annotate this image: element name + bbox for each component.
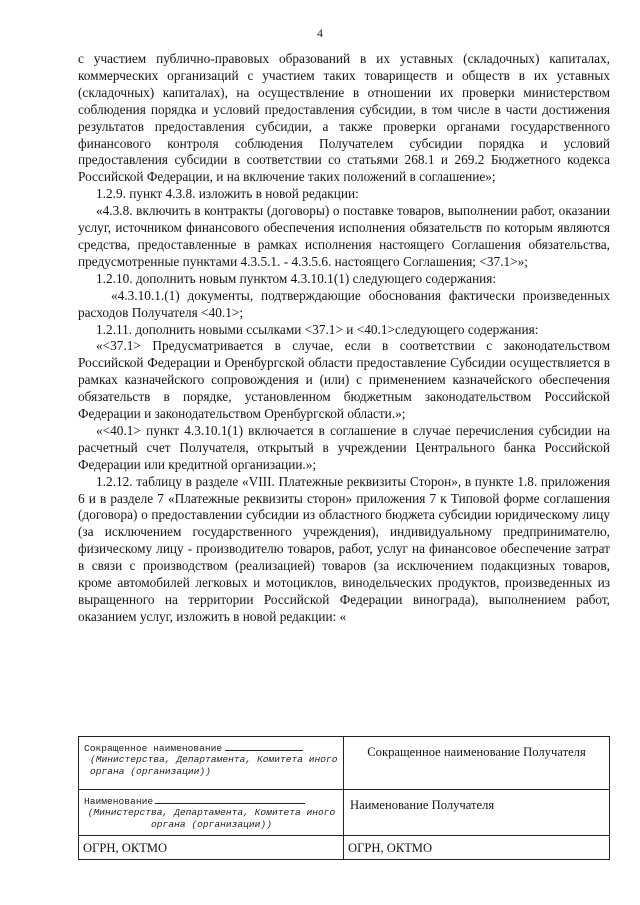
table-cell-ministry-ogrn	[79, 836, 344, 860]
payment-details-table	[78, 736, 610, 860]
paragraph-1-2-12: 1.2.12. таблицу в разделе «VIII. Платежные реквизиты Сторон», в пункте 1.8. приложения 6 и в разделе 7 «Платежные реквизиты сторон» приложения 7 к Типовой форме соглашения (договора) о предоставлении субсидии из областного бюджета субсидии юридическому лицу (за исключением государственного учреждения), индивидуальному предпринимателю, физическому лицу - производителю товаров, работ, услуг на финансовое обеспечение затрат в связи с производством (реализацией) товаров (за исключением подакцизных товаров, кроме автомобилей легковых и мотоциклов, винодельческих продуктов, произведенных из выращенного на территории Российской Федерации винограда), выполнением работ, оказанием услуг, изложить в новой редакции: «	[78, 473, 610, 624]
paragraph-4-3-10-1-quote: «4.3.10.1.(1) документы, подтверждающие обоснования фактически произведенных расходов Получателя <40.1>;	[78, 287, 610, 320]
page-number: 4	[317, 26, 323, 40]
paragraph-continuation: с участием публично-правовых образований в их уставных (складочных) капиталах, коммерческих организаций с участием таких товариществ и обществ в их уставных (складочных) капиталах), на осуществление в отношении их проверки министерством соблюдения порядка и условий предоставления субсидии, в том числе в части достижения результатов предоставления субсидии, а также проверки органами государственного финансового контроля соблюдения Получателем субсидии порядка и условий предоставления субсидии в соответствии со статьями 268.1 и 269.2 Бюджетного кодекса Российской Федерации, и на включение таких положений в соглашение»;	[78, 51, 610, 185]
document-body	[78, 51, 610, 626]
paragraph-1-2-10: 1.2.10. дополнить новым пунктом 4.3.10.1(1) следующего содержания:	[96, 270, 497, 286]
table-cell-ministry-name	[79, 790, 344, 836]
table-cell-recipient-name	[344, 790, 610, 836]
ministry-name-label: Наименование	[84, 796, 154, 807]
table-cell-recipient-short-name	[344, 737, 610, 790]
fill-line	[155, 803, 305, 804]
fill-line	[225, 750, 303, 751]
recipient-short-name: Сокращенное наименование Получателя	[367, 745, 586, 759]
table-cell-ministry-short-name	[79, 737, 344, 790]
paragraph-1-2-11: 1.2.11. дополнить новыми ссылками <37.1> и <40.1>следующего содержания:	[96, 321, 539, 337]
table-row	[79, 836, 610, 860]
paragraph-4-3-8-quote: «4.3.8. включить в контракты (договоры) о поставке товаров, выполнении работ, оказании услуг, источником финансового обеспечения исполнения обязательств по которым являются средства, предоставленные в рамках исполнения настоящего Соглашения обязательства, предусмотренные пунктами 4.3.5.1. - 4.3.5.6. настоящего Соглашения; <37.1>»;	[78, 203, 610, 269]
table-row	[79, 790, 610, 836]
ministry-short-name-label: Сокращенное наименование	[84, 743, 223, 754]
recipient-ogrn-oktmo: ОГРН, ОКТМО	[348, 841, 433, 855]
table-row	[79, 737, 610, 790]
footnote-40-1: «<40.1> пункт 4.3.10.1(1) включается в соглашение в случае перечисления субсидии на расчетный счет Получателя, открытый в учреждении Центрального банка Российской Федерации или кредитной организации.»;	[78, 422, 610, 472]
ministry-short-name-hint: (Министерства, Департамента, Комитета иного органа (организации))	[90, 754, 338, 777]
ministry-ogrn-oktmo: ОГРН, ОКТМО	[83, 841, 168, 855]
paragraph-1-2-9: 1.2.9. пункт 4.3.8. изложить в новой редакции:	[96, 186, 359, 202]
recipient-name: Наименование Получателя	[350, 798, 495, 812]
ministry-name-hint: (Министерства, Департамента, Комитета иного органа (организации))	[87, 807, 336, 830]
table-cell-recipient-ogrn	[344, 836, 610, 860]
footnote-37-1: «<37.1> Предусматривается в случае, если в соответствии с законодательством Российской Федерации и Оренбургской области предоставление Субсидии осуществляется в рамках казначейского сопровождения и (или) с применением казначейского обеспечения обязательств в порядке, установленном бюджетным законодательством Российской Федерации и законодательством Оренбургской области.»;	[78, 338, 610, 422]
